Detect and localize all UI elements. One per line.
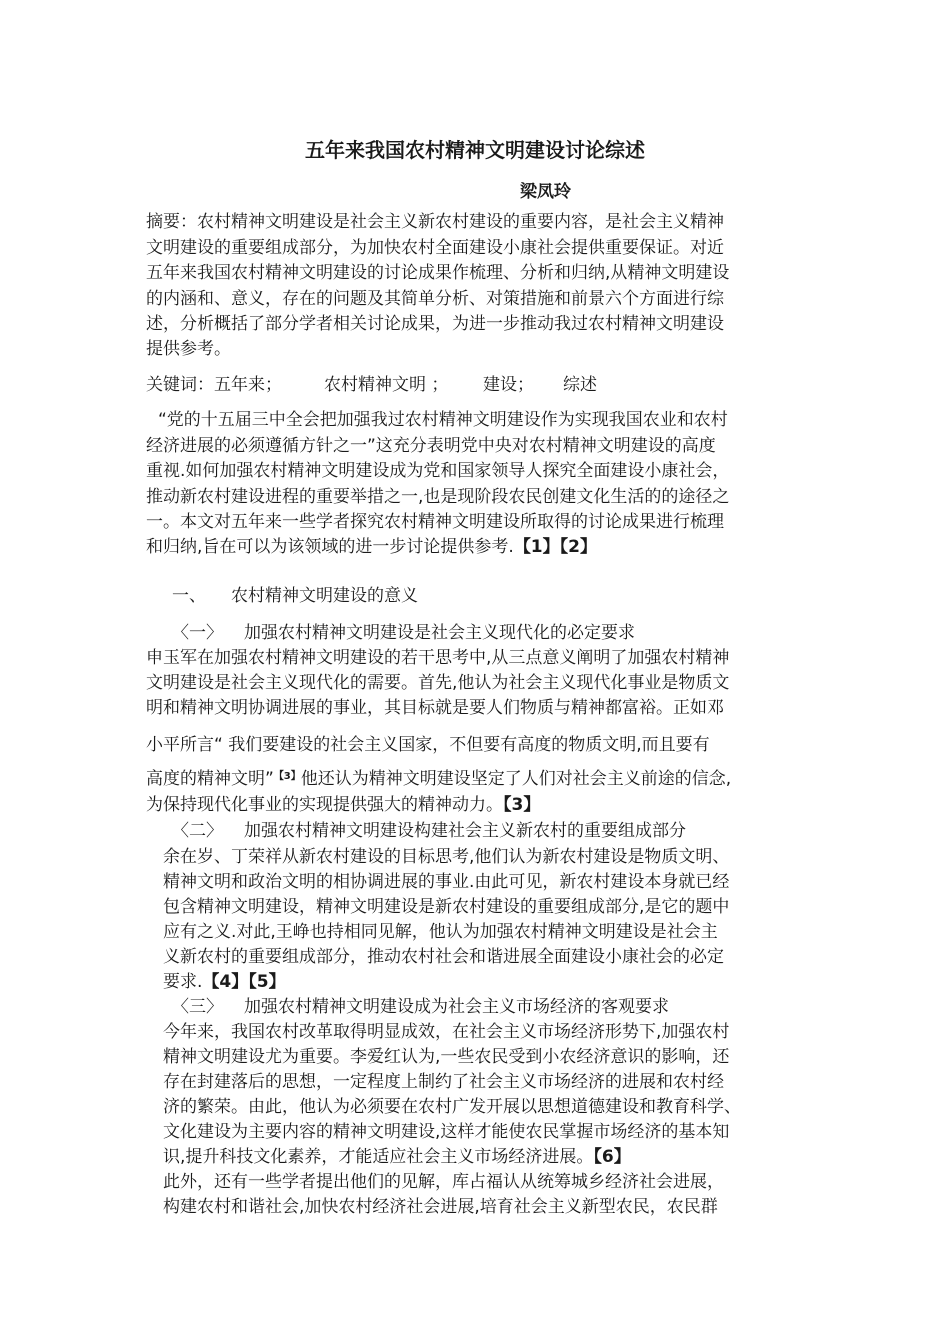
keyword: 农村精神文明 ； — [324, 375, 449, 395]
keyword: 综述 — [563, 375, 597, 395]
paragraph-text: 为保持现代化事业的实现提供强大的精神动力。 — [146, 795, 503, 815]
paragraph-line — [146, 767, 731, 791]
subsection-title: 加强农村精神文明建设是社会主义现代化的必定要求 — [244, 623, 635, 643]
paragraph-line: 文化建设为主要内容的精神文明建设,这样才能使农民掌握市场经济的基本知 — [163, 1122, 730, 1142]
paragraph-line: 申玉军在加强农村精神文明建设的若干思考中,从三点意义阐明了加强农村精神 — [146, 648, 730, 668]
subsection-title: 加强农村精神文明建设成为社会主义市场经济的客观要求 — [244, 997, 669, 1017]
paragraph-line: 经济进展的必须遵循方针之一”这充分表明党中央对农村精神文明建设的高度 — [146, 436, 716, 456]
page-title: 五年来我国农村精神文明建设讨论综述 — [305, 138, 645, 162]
paragraph-line: 一。本文对五年来一些学者探究农村精神文明建设所取得的讨论成果进行梳理 — [146, 512, 724, 532]
paragraph-line: 精神文明建设尤为重要。李爱红认为,一些农民受到小农经济意识的影响，还 — [163, 1047, 730, 1067]
abstract-line: 文明建设的重要组成部分，为加快农村全面建设小康社会提供重要保证。对近 — [146, 238, 724, 258]
paragraph-line: 存在封建落后的思想，一定程度上制约了社会主义市场经济的进展和农村经 — [163, 1072, 724, 1092]
paragraph-line: 推动新农村建设进程的重要举措之一,也是现阶段农民创建文化生活的的途径之 — [146, 487, 730, 507]
paragraph-line: 文明建设是社会主义现代化的需要。首先,他认为社会主义现代化事业是物质文 — [146, 673, 730, 693]
citation-superscript: 【3】 — [273, 771, 301, 782]
paragraph-text: 识,提升科技文化素养，才能适应社会主义市场经济进展。 — [163, 1147, 594, 1167]
subsection-number: 〈二〉 — [172, 821, 223, 841]
paragraph-line: 构建农村和谐社会,加快农村经济社会进展,培育社会主义新型农民，农民群 — [163, 1197, 718, 1217]
paragraph-line: 重视.如何加强农村精神文明建设成为党和国家领导人探究全面建设小康社会， — [146, 461, 730, 481]
section-title: 农村精神文明建设的意义 — [231, 586, 418, 606]
citation-ref: 【6】 — [593, 1147, 631, 1167]
paragraph-line: 明和精神文明协调进展的事业，其目标就是要人们物质与精神都富裕。正如邓 — [146, 698, 724, 718]
paragraph-line: 此外，还有一些学者提出他们的见解，库占福认从统筹城乡经济社会进展， — [163, 1172, 724, 1192]
paragraph-line: 余在岁、丁荣祥从新农村建设的目标思考,他们认为新农村建设是物质文明、 — [163, 847, 730, 867]
paragraph-text: 高度的精神文明” — [146, 769, 274, 789]
keywords-label: 关键词：五年来； — [146, 375, 282, 395]
paragraph-line: 今年来，我国农村改革取得明显成效，在社会主义市场经济形势下,加强农村 — [163, 1022, 730, 1042]
paragraph-line — [163, 1145, 631, 1169]
citation-ref: 【3】 — [503, 795, 541, 815]
paragraph-line: 义新农村的重要组成部分，推动农村社会和谐进展全面建设小康社会的必定 — [163, 947, 724, 967]
keyword: 建设； — [483, 375, 534, 395]
citation-ref: 【4】【5】 — [202, 972, 286, 992]
paragraph-line: “党的十五届三中全会把加强我过农村精神文明建设作为实现我国农业和农村 — [158, 410, 728, 430]
abstract-line: 五年来我国农村精神文明建设的讨论成果作梳理、分析和归纳,从精神文明建设 — [146, 263, 730, 283]
paragraph-text: 和归纳,旨在可以为该领域的进一步讨论提供参考. — [146, 537, 514, 557]
abstract-line: 述，分析概括了部分学者相关讨论成果，为进一步推动我过农村精神文明建设 — [146, 314, 724, 334]
abstract-line: 摘要：农村精神文明建设是社会主义新农村建设的重要内容，是社会主义精神 — [146, 212, 724, 232]
subsection-number: 〈三〉 — [172, 997, 223, 1017]
section-number: 一、 — [172, 586, 206, 606]
paragraph-text: 他还认为精神文明建设坚定了人们对社会主义前途的信念, — [300, 769, 732, 789]
subsection-title: 加强农村精神文明建设构建社会主义新农村的重要组成部分 — [244, 821, 686, 841]
citation-ref: 【1】【2】 — [513, 537, 597, 557]
paragraph-line: 应有之义.对此,王峥也持相同见解，他认为加强农村精神文明建设是社会主 — [163, 922, 718, 942]
paragraph-text: 要求. — [163, 972, 203, 992]
paragraph-line — [146, 793, 540, 817]
paragraph-line: 济的繁荣。由此，他认为必须要在农村广发开展以思想道德建设和教育科学、 — [163, 1097, 741, 1117]
abstract-line: 提供参考。 — [146, 339, 231, 359]
paragraph-line: 包含精神文明建设，精神文明建设是新农村建设的重要组成部分,是它的题中 — [163, 897, 730, 917]
paragraph-line — [163, 970, 286, 994]
paragraph-line — [146, 535, 597, 559]
abstract-line: 的内涵和、意义，存在的问题及其简单分析、对策措施和前景六个方面进行综 — [146, 289, 724, 309]
paragraph-line: 精神文明和政治文明的相协调进展的事业.由此可见，新农村建设本身就已经 — [163, 872, 730, 892]
subsection-number: 〈一〉 — [172, 623, 223, 643]
paragraph-line: 小平所言“ 我们要建设的社会主义国家，不但要有高度的物质文明,而且要有 — [146, 735, 710, 755]
author-name: 梁凤玲 — [520, 182, 571, 202]
